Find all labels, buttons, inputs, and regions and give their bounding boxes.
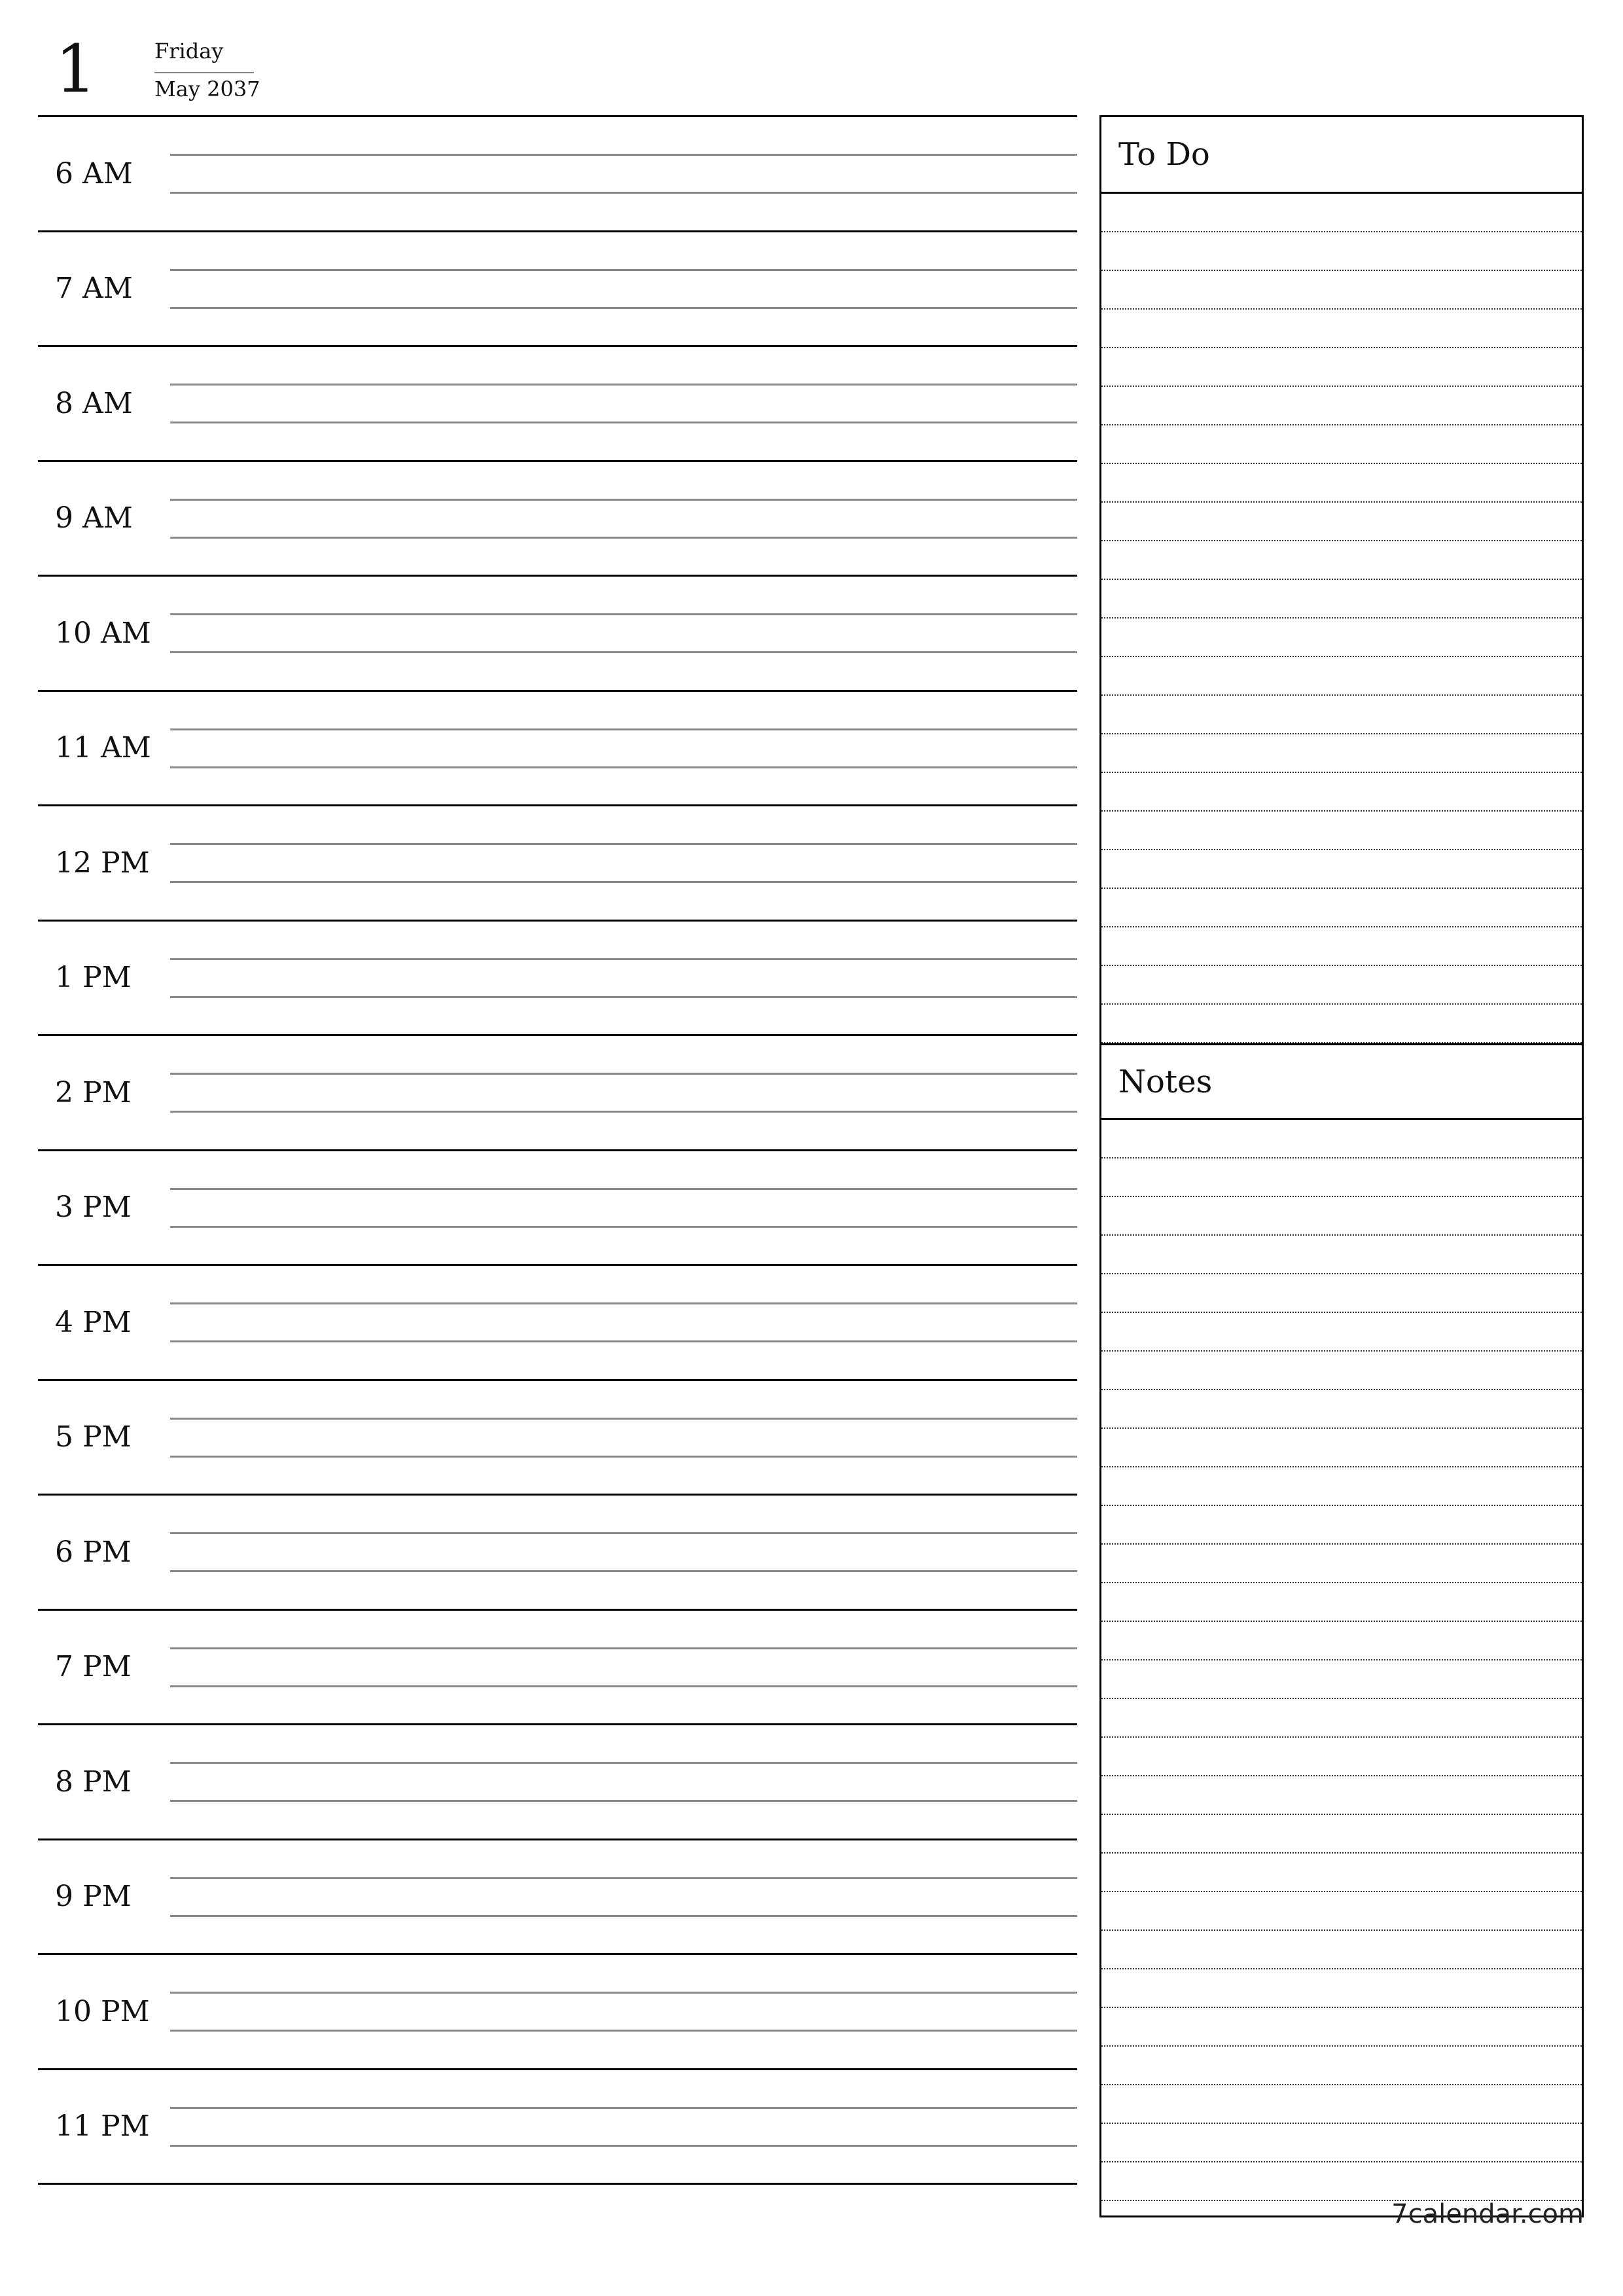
writing-line[interactable] (170, 1111, 1077, 1113)
hour-label: 3 PM (55, 1191, 132, 1225)
writing-line[interactable] (170, 154, 1077, 156)
writing-line[interactable] (170, 881, 1077, 883)
dotted-line[interactable] (1101, 1931, 1582, 1969)
dotted-line[interactable] (1101, 1236, 1582, 1274)
hour-label: 4 PM (55, 1305, 132, 1339)
dotted-line[interactable] (1101, 2124, 1582, 2162)
writing-line[interactable] (170, 1418, 1077, 1420)
hour-label: 8 PM (55, 1765, 132, 1799)
dotted-line[interactable] (1101, 1352, 1582, 1390)
dotted-line[interactable] (1101, 1815, 1582, 1854)
date-header (38, 33, 300, 111)
writing-line[interactable] (170, 1647, 1077, 1649)
writing-line[interactable] (170, 1340, 1077, 1342)
dotted-line[interactable] (1101, 2162, 1582, 2201)
writing-line[interactable] (170, 269, 1077, 271)
dotted-line[interactable] (1101, 1738, 1582, 1776)
writing-line[interactable] (170, 2030, 1077, 2032)
hour-row (38, 1611, 1077, 1726)
site-credit: 7calendar.com (1391, 2199, 1584, 2229)
writing-line[interactable] (170, 537, 1077, 539)
writing-line[interactable] (170, 1226, 1077, 1228)
writing-line[interactable] (170, 2107, 1077, 2109)
dotted-line[interactable] (1101, 1854, 1582, 1892)
hour-label: 11 PM (55, 2109, 150, 2144)
dotted-line[interactable] (1101, 657, 1582, 696)
dotted-line[interactable] (1101, 194, 1582, 232)
dotted-line[interactable] (1101, 1158, 1582, 1197)
writing-line[interactable] (170, 1762, 1077, 1764)
dotted-line[interactable] (1101, 1274, 1582, 1313)
dotted-line[interactable] (1101, 310, 1582, 348)
hour-label: 10 AM (55, 616, 151, 650)
dotted-line[interactable] (1101, 734, 1582, 773)
writing-line[interactable] (170, 958, 1077, 960)
hour-row (38, 806, 1077, 922)
hour-label: 10 PM (55, 1994, 150, 2028)
hour-row (38, 1151, 1077, 1266)
dotted-line[interactable] (1101, 1622, 1582, 1660)
writing-line[interactable] (170, 307, 1077, 309)
month-year-label: May 2037 (154, 77, 260, 101)
dotted-line[interactable] (1101, 2008, 1582, 2047)
dotted-line[interactable] (1101, 580, 1582, 619)
notes-title: Notes (1118, 1063, 1213, 1100)
dotted-line[interactable] (1101, 232, 1582, 271)
dotted-line[interactable] (1101, 1120, 1582, 1158)
hour-row (38, 232, 1077, 348)
writing-line[interactable] (170, 1456, 1077, 1458)
hour-label: 8 AM (55, 386, 133, 420)
hour-row (38, 1381, 1077, 1496)
dotted-line[interactable] (1101, 1506, 1582, 1545)
writing-line[interactable] (170, 192, 1077, 194)
hour-row (38, 347, 1077, 462)
hour-row (38, 1266, 1077, 1381)
dotted-line[interactable] (1101, 927, 1582, 966)
writing-line[interactable] (170, 1570, 1077, 1572)
dotted-line[interactable] (1101, 464, 1582, 503)
hour-label: 9 PM (55, 1880, 132, 1914)
writing-line[interactable] (170, 1877, 1077, 1879)
dotted-line[interactable] (1101, 2085, 1582, 2124)
writing-line[interactable] (170, 766, 1077, 768)
dotted-line[interactable] (1101, 619, 1582, 657)
writing-line[interactable] (170, 1188, 1077, 1190)
dotted-line[interactable] (1101, 966, 1582, 1005)
dotted-line[interactable] (1101, 1390, 1582, 1429)
dotted-line[interactable] (1101, 812, 1582, 850)
dotted-line[interactable] (1101, 503, 1582, 541)
writing-line[interactable] (170, 2145, 1077, 2147)
dotted-line[interactable] (1101, 1313, 1582, 1352)
writing-line[interactable] (170, 1800, 1077, 1802)
hour-label: 6 PM (55, 1535, 132, 1569)
writing-line[interactable] (170, 843, 1077, 845)
hour-label: 12 PM (55, 846, 150, 880)
writing-line[interactable] (170, 728, 1077, 730)
todo-list[interactable] (1101, 194, 1582, 1043)
writing-line[interactable] (170, 422, 1077, 423)
dotted-line[interactable] (1101, 773, 1582, 812)
dotted-line[interactable] (1101, 696, 1582, 734)
dotted-line[interactable] (1101, 1699, 1582, 1738)
notes-area[interactable] (1101, 1120, 1582, 2201)
dotted-line[interactable] (1101, 425, 1582, 464)
writing-line[interactable] (170, 1532, 1077, 1534)
hour-label: 7 PM (55, 1650, 132, 1684)
dotted-line[interactable] (1101, 1969, 1582, 2008)
hour-label: 2 PM (55, 1075, 132, 1109)
hour-label: 11 AM (55, 731, 151, 765)
dotted-line[interactable] (1101, 1776, 1582, 1815)
hour-row (38, 1955, 1077, 2070)
header-divider (154, 72, 254, 73)
hour-row (38, 1725, 1077, 1840)
dotted-line[interactable] (1101, 1892, 1582, 1931)
writing-line[interactable] (170, 613, 1077, 615)
dotted-line[interactable] (1101, 1660, 1582, 1699)
dotted-line[interactable] (1101, 271, 1582, 310)
writing-line[interactable] (170, 1685, 1077, 1687)
writing-line[interactable] (170, 1915, 1077, 1917)
weekday-label: Friday (154, 39, 224, 63)
hour-label: 9 AM (55, 501, 133, 535)
sidebar-panel (1099, 115, 1584, 2217)
dotted-line[interactable] (1101, 850, 1582, 889)
dotted-line[interactable] (1101, 1429, 1582, 1467)
dotted-line[interactable] (1101, 387, 1582, 425)
writing-line[interactable] (170, 1073, 1077, 1075)
dotted-line[interactable] (1101, 1005, 1582, 1043)
writing-line[interactable] (170, 384, 1077, 386)
dotted-line[interactable] (1101, 889, 1582, 927)
hour-row (38, 117, 1077, 232)
todo-title: To Do (1118, 136, 1210, 173)
writing-line[interactable] (170, 996, 1077, 998)
writing-line[interactable] (170, 499, 1077, 501)
hour-row (38, 1036, 1077, 1151)
hour-row (38, 1496, 1077, 1611)
writing-line[interactable] (170, 651, 1077, 653)
hour-row (38, 577, 1077, 692)
todo-header (1101, 117, 1582, 194)
dotted-line[interactable] (1101, 1583, 1582, 1622)
dotted-line[interactable] (1101, 541, 1582, 580)
dotted-line[interactable] (1101, 1545, 1582, 1583)
hour-label: 1 PM (55, 961, 132, 995)
dotted-line[interactable] (1101, 348, 1582, 387)
hour-label: 5 PM (55, 1420, 132, 1454)
dotted-line[interactable] (1101, 2047, 1582, 2085)
dotted-line[interactable] (1101, 1467, 1582, 1506)
hour-row (38, 2070, 1077, 2185)
notes-header (1101, 1043, 1582, 1120)
dotted-line[interactable] (1101, 1197, 1582, 1236)
hour-label: 6 AM (55, 156, 133, 190)
hour-label: 7 AM (55, 272, 133, 306)
hourly-schedule (38, 115, 1077, 2219)
hour-row (38, 462, 1077, 577)
day-number: 1 (55, 31, 97, 107)
writing-line[interactable] (170, 1992, 1077, 1994)
hour-row (38, 922, 1077, 1037)
hour-row (38, 692, 1077, 807)
writing-line[interactable] (170, 1302, 1077, 1304)
hour-row (38, 1840, 1077, 1956)
